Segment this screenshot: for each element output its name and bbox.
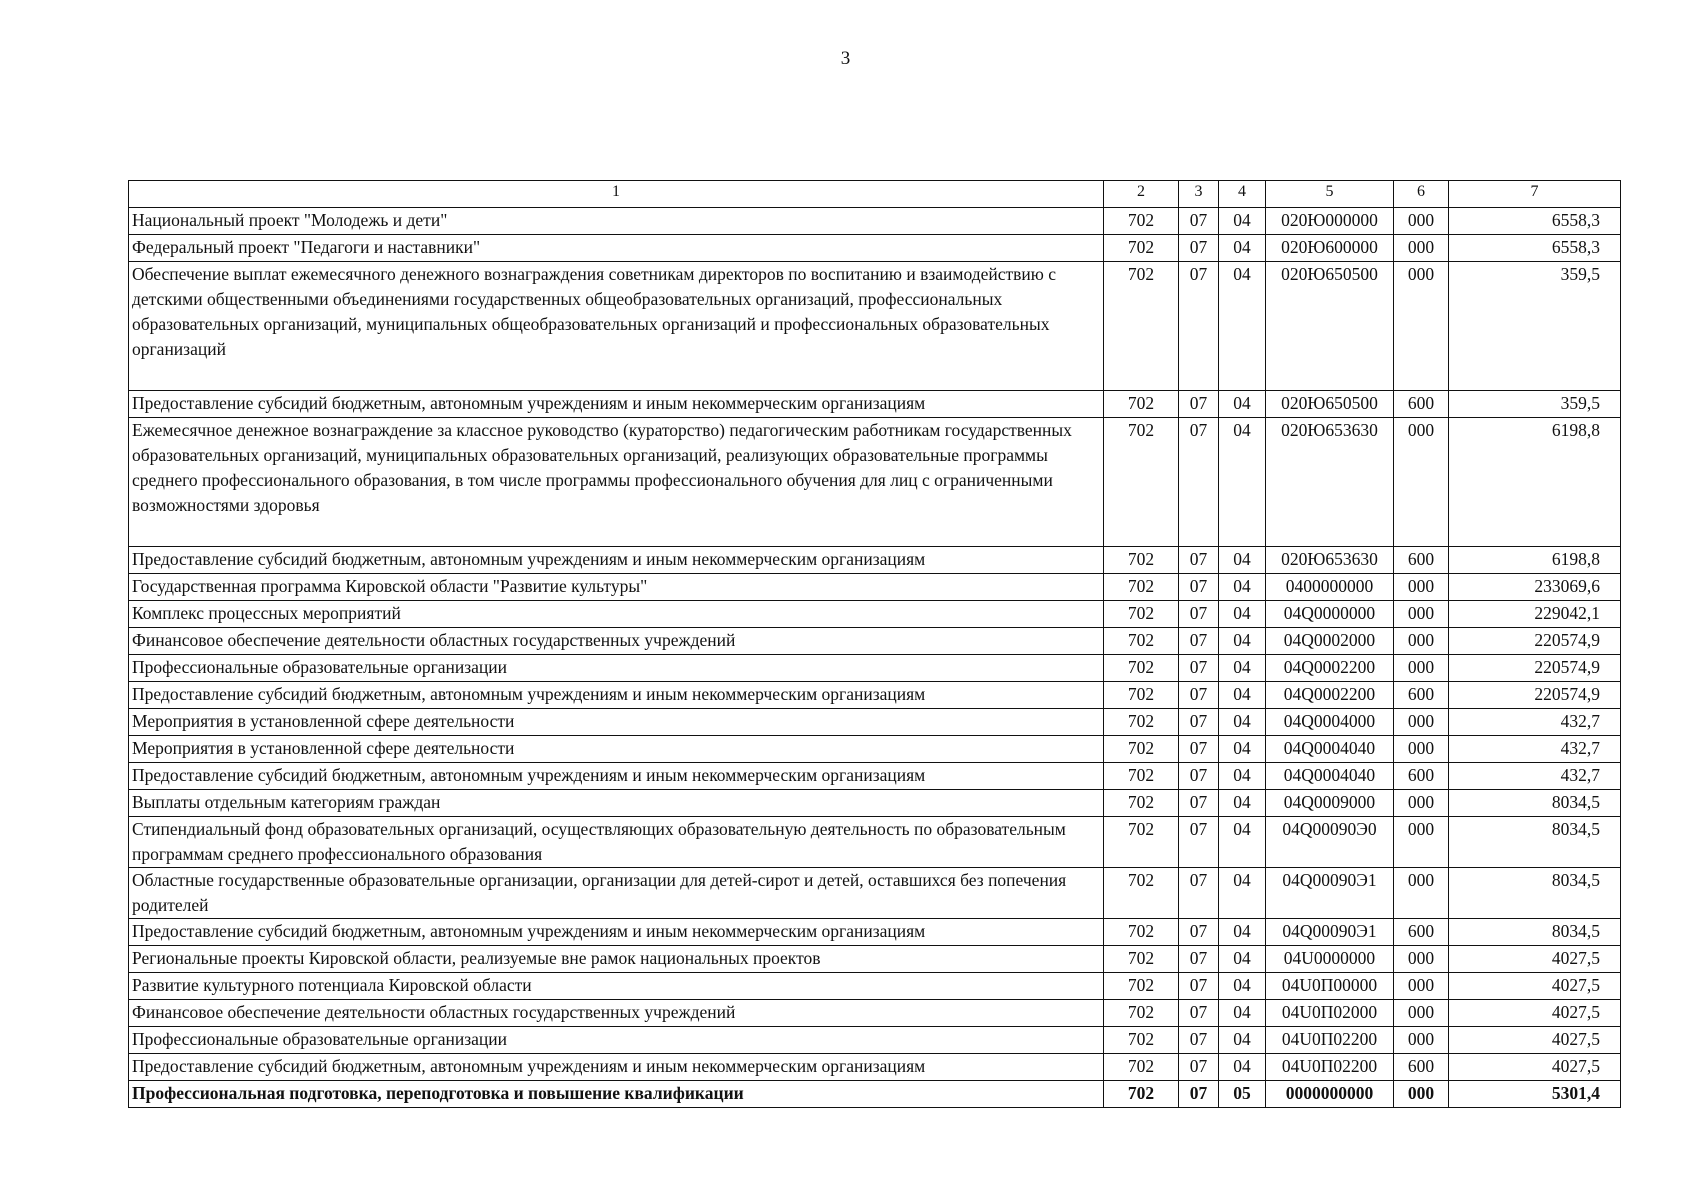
row-name: Выплаты отдельным категориям граждан xyxy=(129,790,1104,817)
row-expense-type: 000 xyxy=(1394,709,1449,736)
row-expense-type: 000 xyxy=(1394,262,1449,391)
row-section: 07 xyxy=(1179,547,1219,574)
row-section: 07 xyxy=(1179,1027,1219,1054)
row-admin-code: 702 xyxy=(1104,709,1179,736)
row-expense-type: 600 xyxy=(1394,1054,1449,1081)
row-subsection: 04 xyxy=(1219,418,1266,547)
row-expense-type: 000 xyxy=(1394,946,1449,973)
table-row xyxy=(129,418,1621,547)
row-expense-type: 600 xyxy=(1394,682,1449,709)
row-section: 07 xyxy=(1179,919,1219,946)
row-subsection: 05 xyxy=(1219,1081,1266,1108)
row-section: 07 xyxy=(1179,628,1219,655)
row-amount: 233069,6 xyxy=(1449,574,1621,601)
row-name: Обеспечение выплат ежемесячного денежного вознаграждения советникам директоров по воспитанию и взаимодействию с детскими общественными объединениями государственных общеобразовательных организаций, профессиональных образовательных организаций, муниципальных общеобразовательных организаций и профессиональных образовательных организаций xyxy=(129,262,1104,391)
column-header-6: 6 xyxy=(1394,181,1449,208)
row-expense-type: 600 xyxy=(1394,391,1449,418)
row-amount: 8034,5 xyxy=(1449,868,1621,919)
row-section: 07 xyxy=(1179,208,1219,235)
row-section: 07 xyxy=(1179,817,1219,868)
table-row xyxy=(129,235,1621,262)
row-section: 07 xyxy=(1179,262,1219,391)
row-target-article: 020Ю650500 xyxy=(1266,262,1394,391)
row-subsection: 04 xyxy=(1219,547,1266,574)
row-name: Предоставление субсидий бюджетным, автономным учреждениям и иным некоммерческим организациям xyxy=(129,919,1104,946)
row-admin-code: 702 xyxy=(1104,763,1179,790)
column-header-5: 5 xyxy=(1266,181,1394,208)
row-subsection: 04 xyxy=(1219,946,1266,973)
row-subsection: 04 xyxy=(1219,1000,1266,1027)
row-admin-code: 702 xyxy=(1104,736,1179,763)
row-section: 07 xyxy=(1179,1054,1219,1081)
row-subsection: 04 xyxy=(1219,235,1266,262)
row-amount: 8034,5 xyxy=(1449,790,1621,817)
row-admin-code: 702 xyxy=(1104,973,1179,1000)
row-expense-type: 000 xyxy=(1394,790,1449,817)
row-name: Государственная программа Кировской области "Развитие культуры" xyxy=(129,574,1104,601)
row-amount: 4027,5 xyxy=(1449,946,1621,973)
row-name: Областные государственные образовательные организации, организации для детей-сирот и детей, оставшихся без попечения родителей xyxy=(129,868,1104,919)
row-section: 07 xyxy=(1179,736,1219,763)
row-admin-code: 702 xyxy=(1104,601,1179,628)
row-admin-code: 702 xyxy=(1104,391,1179,418)
table-row xyxy=(129,1027,1621,1054)
row-name: Предоставление субсидий бюджетным, автономным учреждениям и иным некоммерческим организациям xyxy=(129,763,1104,790)
row-subsection: 04 xyxy=(1219,973,1266,1000)
row-subsection: 04 xyxy=(1219,682,1266,709)
row-name: Профессиональные образовательные организации xyxy=(129,655,1104,682)
row-section: 07 xyxy=(1179,868,1219,919)
row-amount: 6558,3 xyxy=(1449,235,1621,262)
row-section: 07 xyxy=(1179,418,1219,547)
row-target-article: 0400000000 xyxy=(1266,574,1394,601)
row-amount: 220574,9 xyxy=(1449,628,1621,655)
row-subsection: 04 xyxy=(1219,655,1266,682)
row-target-article: 0000000000 xyxy=(1266,1081,1394,1108)
row-subsection: 04 xyxy=(1219,628,1266,655)
budget-table xyxy=(128,180,1621,1108)
row-amount: 8034,5 xyxy=(1449,919,1621,946)
column-header-3: 3 xyxy=(1179,181,1219,208)
row-section: 07 xyxy=(1179,1000,1219,1027)
row-name: Региональные проекты Кировской области, реализуемые вне рамок национальных проектов xyxy=(129,946,1104,973)
row-subsection: 04 xyxy=(1219,790,1266,817)
column-header-4: 4 xyxy=(1219,181,1266,208)
row-name: Комплекс процессных мероприятий xyxy=(129,601,1104,628)
column-header-1: 1 xyxy=(129,181,1104,208)
row-target-article: 020Ю653630 xyxy=(1266,547,1394,574)
column-header-2: 2 xyxy=(1104,181,1179,208)
row-subsection: 04 xyxy=(1219,817,1266,868)
row-target-article: 020Ю600000 xyxy=(1266,235,1394,262)
row-target-article: 04Q00090Э1 xyxy=(1266,868,1394,919)
row-target-article: 04Q0004000 xyxy=(1266,709,1394,736)
row-target-article: 04U0000000 xyxy=(1266,946,1394,973)
row-amount: 8034,5 xyxy=(1449,817,1621,868)
row-name: Мероприятия в установленной сфере деятельности xyxy=(129,709,1104,736)
row-amount: 432,7 xyxy=(1449,709,1621,736)
table-row xyxy=(129,1054,1621,1081)
table-row xyxy=(129,1081,1621,1108)
row-expense-type: 000 xyxy=(1394,628,1449,655)
row-name: Мероприятия в установленной сфере деятельности xyxy=(129,736,1104,763)
row-admin-code: 702 xyxy=(1104,682,1179,709)
row-section: 07 xyxy=(1179,574,1219,601)
row-subsection: 04 xyxy=(1219,391,1266,418)
row-target-article: 04Q0004040 xyxy=(1266,763,1394,790)
row-target-article: 04Q0002200 xyxy=(1266,655,1394,682)
row-amount: 4027,5 xyxy=(1449,973,1621,1000)
row-section: 07 xyxy=(1179,763,1219,790)
row-name: Национальный проект "Молодежь и дети" xyxy=(129,208,1104,235)
header-row xyxy=(129,181,1621,208)
table-row xyxy=(129,655,1621,682)
row-name: Стипендиальный фонд образовательных организаций, осуществляющих образовательную деятельность по образовательным программам среднего профессионального образования xyxy=(129,817,1104,868)
table-row xyxy=(129,817,1621,868)
row-expense-type: 600 xyxy=(1394,763,1449,790)
row-amount: 359,5 xyxy=(1449,391,1621,418)
row-target-article: 020Ю000000 xyxy=(1266,208,1394,235)
table-row xyxy=(129,628,1621,655)
row-expense-type: 000 xyxy=(1394,208,1449,235)
row-name: Профессиональная подготовка, переподготовка и повышение квалификации xyxy=(129,1081,1104,1108)
row-amount: 359,5 xyxy=(1449,262,1621,391)
row-section: 07 xyxy=(1179,973,1219,1000)
row-target-article: 04U0П02200 xyxy=(1266,1027,1394,1054)
table-row xyxy=(129,1000,1621,1027)
row-section: 07 xyxy=(1179,790,1219,817)
table-row xyxy=(129,973,1621,1000)
row-expense-type: 000 xyxy=(1394,1000,1449,1027)
table-row xyxy=(129,736,1621,763)
row-subsection: 04 xyxy=(1219,1054,1266,1081)
row-amount: 220574,9 xyxy=(1449,682,1621,709)
row-amount: 4027,5 xyxy=(1449,1054,1621,1081)
row-admin-code: 702 xyxy=(1104,1000,1179,1027)
row-amount: 432,7 xyxy=(1449,736,1621,763)
row-section: 07 xyxy=(1179,391,1219,418)
row-subsection: 04 xyxy=(1219,262,1266,391)
row-expense-type: 600 xyxy=(1394,547,1449,574)
row-section: 07 xyxy=(1179,235,1219,262)
table-row xyxy=(129,574,1621,601)
row-section: 07 xyxy=(1179,1081,1219,1108)
row-admin-code: 702 xyxy=(1104,235,1179,262)
row-name: Развитие культурного потенциала Кировской области xyxy=(129,973,1104,1000)
row-target-article: 04Q00090Э1 xyxy=(1266,919,1394,946)
row-target-article: 04U0П02200 xyxy=(1266,1054,1394,1081)
row-name: Профессиональные образовательные организации xyxy=(129,1027,1104,1054)
page-number: 3 xyxy=(840,48,851,69)
row-expense-type: 000 xyxy=(1394,235,1449,262)
row-expense-type: 000 xyxy=(1394,973,1449,1000)
row-target-article: 020Ю650500 xyxy=(1266,391,1394,418)
row-amount: 6558,3 xyxy=(1449,208,1621,235)
row-target-article: 04Q0000000 xyxy=(1266,601,1394,628)
row-subsection: 04 xyxy=(1219,736,1266,763)
row-expense-type: 000 xyxy=(1394,655,1449,682)
row-target-article: 04Q0002000 xyxy=(1266,628,1394,655)
row-name: Предоставление субсидий бюджетным, автономным учреждениям и иным некоммерческим организациям xyxy=(129,391,1104,418)
row-section: 07 xyxy=(1179,709,1219,736)
row-subsection: 04 xyxy=(1219,709,1266,736)
row-target-article: 04Q0002200 xyxy=(1266,682,1394,709)
row-subsection: 04 xyxy=(1219,919,1266,946)
row-amount: 5301,4 xyxy=(1449,1081,1621,1108)
row-subsection: 04 xyxy=(1219,574,1266,601)
row-admin-code: 702 xyxy=(1104,1081,1179,1108)
row-expense-type: 000 xyxy=(1394,574,1449,601)
row-expense-type: 000 xyxy=(1394,418,1449,547)
table-row xyxy=(129,709,1621,736)
row-target-article: 04U0П02000 xyxy=(1266,1000,1394,1027)
row-name: Ежемесячное денежное вознаграждение за классное руководство (кураторство) педагогическим работникам государственных образовательных организаций, муниципальных образовательных организаций, реализующих образовательные программы среднего профессионального образования, в том числе программы профессионального обучения для лиц с ограниченными возможностями здоровья xyxy=(129,418,1104,547)
row-admin-code: 702 xyxy=(1104,547,1179,574)
row-section: 07 xyxy=(1179,601,1219,628)
row-target-article: 04Q00090Э0 xyxy=(1266,817,1394,868)
row-target-article: 04Q0004040 xyxy=(1266,736,1394,763)
row-admin-code: 702 xyxy=(1104,868,1179,919)
row-subsection: 04 xyxy=(1219,1027,1266,1054)
row-admin-code: 702 xyxy=(1104,919,1179,946)
row-admin-code: 702 xyxy=(1104,946,1179,973)
row-admin-code: 702 xyxy=(1104,208,1179,235)
row-target-article: 04Q0009000 xyxy=(1266,790,1394,817)
row-amount: 6198,8 xyxy=(1449,547,1621,574)
row-admin-code: 702 xyxy=(1104,262,1179,391)
row-expense-type: 600 xyxy=(1394,919,1449,946)
row-subsection: 04 xyxy=(1219,601,1266,628)
row-name: Финансовое обеспечение деятельности областных государственных учреждений xyxy=(129,628,1104,655)
row-amount: 4027,5 xyxy=(1449,1027,1621,1054)
row-expense-type: 000 xyxy=(1394,1081,1449,1108)
row-name: Предоставление субсидий бюджетным, автономным учреждениям и иным некоммерческим организациям xyxy=(129,682,1104,709)
row-admin-code: 702 xyxy=(1104,655,1179,682)
table-row xyxy=(129,391,1621,418)
column-header-7: 7 xyxy=(1449,181,1621,208)
row-subsection: 04 xyxy=(1219,763,1266,790)
table-row xyxy=(129,208,1621,235)
row-expense-type: 000 xyxy=(1394,817,1449,868)
row-expense-type: 000 xyxy=(1394,1027,1449,1054)
row-admin-code: 702 xyxy=(1104,628,1179,655)
table-header xyxy=(129,181,1621,208)
table-body xyxy=(129,208,1621,1108)
row-expense-type: 000 xyxy=(1394,601,1449,628)
row-amount: 432,7 xyxy=(1449,763,1621,790)
table-row xyxy=(129,868,1621,919)
row-subsection: 04 xyxy=(1219,868,1266,919)
row-name: Финансовое обеспечение деятельности областных государственных учреждений xyxy=(129,1000,1104,1027)
table-row xyxy=(129,763,1621,790)
table-row xyxy=(129,919,1621,946)
row-expense-type: 000 xyxy=(1394,868,1449,919)
table-row xyxy=(129,601,1621,628)
row-amount: 4027,5 xyxy=(1449,1000,1621,1027)
row-admin-code: 702 xyxy=(1104,574,1179,601)
row-amount: 220574,9 xyxy=(1449,655,1621,682)
row-name: Федеральный проект "Педагоги и наставники" xyxy=(129,235,1104,262)
table-row xyxy=(129,682,1621,709)
row-name: Предоставление субсидий бюджетным, автономным учреждениям и иным некоммерческим организациям xyxy=(129,1054,1104,1081)
row-admin-code: 702 xyxy=(1104,1054,1179,1081)
row-admin-code: 702 xyxy=(1104,817,1179,868)
row-admin-code: 702 xyxy=(1104,790,1179,817)
row-section: 07 xyxy=(1179,946,1219,973)
table-row xyxy=(129,946,1621,973)
row-expense-type: 000 xyxy=(1394,736,1449,763)
row-section: 07 xyxy=(1179,682,1219,709)
row-admin-code: 702 xyxy=(1104,418,1179,547)
table-row xyxy=(129,547,1621,574)
row-amount: 6198,8 xyxy=(1449,418,1621,547)
row-subsection: 04 xyxy=(1219,208,1266,235)
row-admin-code: 702 xyxy=(1104,1027,1179,1054)
row-target-article: 020Ю653630 xyxy=(1266,418,1394,547)
row-name: Предоставление субсидий бюджетным, автономным учреждениям и иным некоммерческим организациям xyxy=(129,547,1104,574)
table-row xyxy=(129,262,1621,391)
row-section: 07 xyxy=(1179,655,1219,682)
table-row xyxy=(129,790,1621,817)
row-target-article: 04U0П00000 xyxy=(1266,973,1394,1000)
row-amount: 229042,1 xyxy=(1449,601,1621,628)
